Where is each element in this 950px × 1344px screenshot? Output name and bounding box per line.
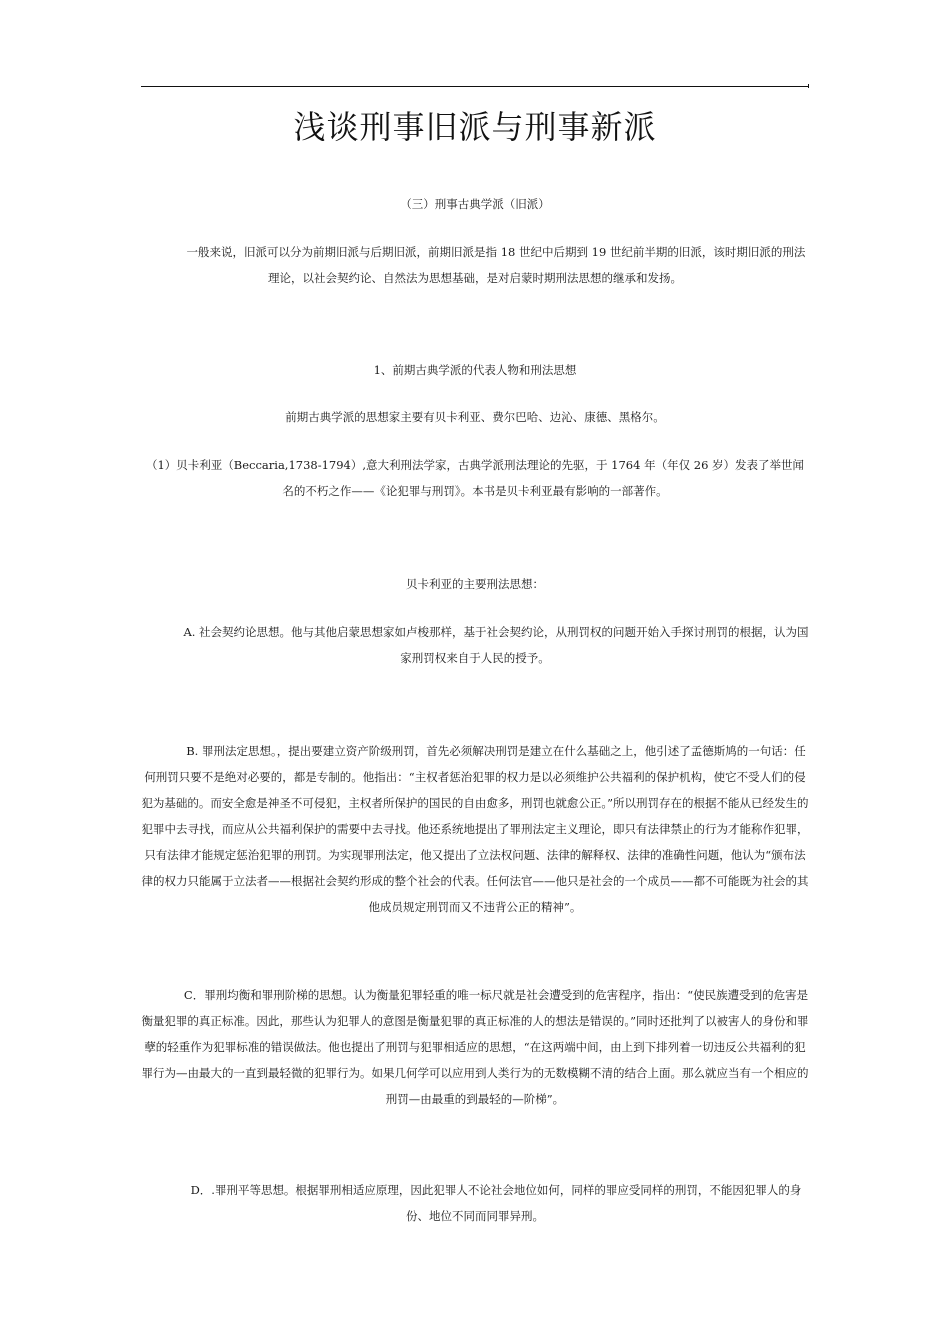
thinkers-paragraph: 前期古典学派的思想家主要有贝卡利亚、费尔巴哈、边沁、康德、黑格尔。: [285, 410, 665, 424]
subheading-1: 1、前期古典学派的代表人物和刑法思想: [373, 363, 577, 377]
header-rule: [141, 86, 809, 87]
beccaria-intro-paragraph: （1）贝卡利亚（Beccaria,1738-1794）,意大利刑法学家，古典学派刑法理论的先驱，于 1764 年（年仅 26 岁）发表了举世闻名的不朽之作——《论犯罪与刑罚》。本书是贝卡利亚最有影响的一部著作。: [145, 458, 805, 498]
intro-paragraph: 一般来说，旧派可以分为前期旧派与后期旧派，前期旧派是指 18 世纪中后期到 19 世纪前半期的旧派，该时期旧派的刑法理论，以社会契约论、自然法为思想基础，是对启蒙时期刑法思想的继承和发扬。: [186, 245, 806, 285]
point-b-paragraph: B. 罪刑法定思想。，提出要建立资产阶级刑罚，首先必须解决刑罚是建立在什么基础之上，他引述了孟德斯鸠的一句话：任何刑罚只要不是绝对必要的，都是专制的。他指出：“主权者惩治犯罪的权力是以必须维护公共福利的保护机构，使它不受人们的侵犯为基础的。而安全愈是神圣不可侵犯，主权者所保护的国民的自由愈多，刑罚也就愈公正。”所以刑罚存在的根据不能从已经发生的犯罪中去寻找，而应从公共福利保护的需要中去寻找。他还系统地提出了罪刑法定主义理论，即只有法律禁止的行为才能称作犯罪，只有法律才能规定惩治犯罪的刑罚。为实现罪刑法定，他又提出了立法权问题、法律的解释权、法律的准确性问题，他认为“颁布法律的权力只能属于立法者——根据社会契约形成的整个社会的代表。任何法官——他只是社会的一个成员——都不可能既为社会的其他成员规定刑罚而又不违背公正的精神”。: [141, 744, 809, 914]
point-d-paragraph: D．.罪刑平等思想。根据罪刑相适应原理，因此犯罪人不论社会地位如何，同样的罪应受同样的刑罚，不能因犯罪人的身份、地位不同而同罪异刑。: [190, 1183, 802, 1223]
header-rule-tick: [808, 84, 809, 88]
point-c-paragraph: C．罪刑均衡和罪刑阶梯的思想。认为衡量犯罪轻重的唯一标尺就是社会遭受到的危害程序，指出：“使民族遭受到的危害是衡量犯罪的真正标准。因此，那些认为犯罪人的意图是衡量犯罪的真正标准的人的想法是错误的。”同时还批判了以被害人的身份和罪孽的轻重作为犯罪标准的错误做法。他也提出了刑罚与犯罪相适应的思想，“在这两端中间，由上到下排列着一切违反公共福利的犯罪行为—由最大的一直到最轻微的犯罪行为。如果几何学可以应用到人类行为的无数模糊不清的结合上面。那么就应当有一个相应的刑罚—由最重的到最轻的—阶梯”。: [141, 988, 809, 1106]
point-a-paragraph: A. 社会契约论思想。他与其他启蒙思想家如卢梭那样，基于社会契约论，从刑罚权的问题开始入手探讨刑罚的根据，认为国家刑罚权来自于人民的授予。: [183, 625, 809, 665]
beccaria-heading: 贝卡利亚的主要刑法思想：: [406, 577, 544, 591]
section-heading: （三）刑事古典学派（旧派）: [400, 197, 550, 211]
page-title: 浅谈刑事旧派与刑事新派: [293, 108, 657, 146]
